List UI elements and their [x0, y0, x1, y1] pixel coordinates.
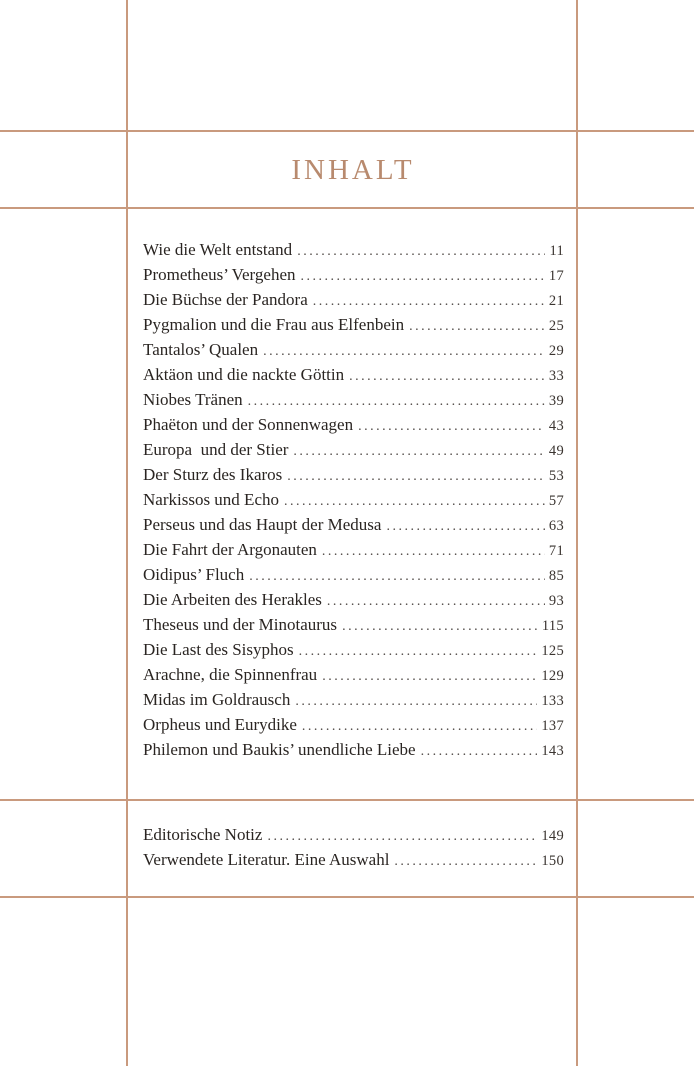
table-of-contents	[143, 237, 564, 762]
toc-entry-title: Der Sturz des Ikaros	[143, 465, 283, 484]
toc-entry-page: 125	[541, 643, 564, 659]
dot-leader	[284, 489, 545, 514]
dot-leader	[322, 539, 545, 564]
toc-entry-title: Pygmalion und die Frau aus Elfenbein	[143, 315, 405, 334]
frame-line-heading-bottom	[0, 207, 694, 209]
toc-entry-page: 49	[548, 443, 564, 459]
toc-entry-title: Perseus und das Haupt der Medusa	[143, 515, 382, 534]
toc-entry-page: 93	[548, 593, 564, 609]
toc-entry-title: Philemon und Baukis’ unendliche Liebe	[143, 740, 416, 759]
dot-leader	[263, 339, 545, 364]
toc-entry[interactable]	[143, 847, 564, 872]
toc-entry[interactable]	[143, 262, 564, 287]
appendix-contents	[143, 822, 564, 872]
toc-entry[interactable]	[143, 412, 564, 437]
toc-entry-page: 33	[548, 368, 564, 384]
dot-leader	[299, 639, 538, 664]
toc-entry[interactable]	[143, 637, 564, 662]
toc-entry-title: Die Arbeiten des Herakles	[143, 590, 322, 609]
toc-entry-title: Verwendete Literatur. Eine Auswahl	[143, 850, 390, 869]
toc-entry-page: 29	[548, 343, 564, 359]
toc-entry[interactable]	[143, 587, 564, 612]
toc-entry-page: 85	[548, 568, 564, 584]
toc-entry[interactable]	[143, 462, 564, 487]
toc-entry-title: Oidipus’ Fluch	[143, 565, 245, 584]
toc-entry-page: 57	[548, 493, 564, 509]
toc-entry-page: 17	[548, 268, 564, 284]
frame-line-bottom	[0, 896, 694, 898]
toc-entry-title: Narkissos und Echo	[143, 490, 279, 509]
toc-entry[interactable]	[143, 337, 564, 362]
toc-entry-page: 129	[541, 668, 564, 684]
toc-entry-title: Phaëton und der Sonnenwagen	[143, 415, 354, 434]
toc-entry-page: 25	[548, 318, 564, 334]
frame-line-top	[0, 130, 694, 132]
toc-entry[interactable]	[143, 537, 564, 562]
dot-leader	[295, 689, 537, 714]
toc-entry[interactable]	[143, 737, 564, 762]
toc-entry[interactable]	[143, 687, 564, 712]
dot-leader	[249, 564, 545, 589]
toc-entry[interactable]	[143, 437, 564, 462]
toc-entry-title: Wie die Welt entstand	[143, 240, 293, 259]
dot-leader	[313, 289, 545, 314]
toc-entry[interactable]	[143, 662, 564, 687]
dot-leader	[293, 439, 544, 464]
dot-leader	[287, 464, 545, 489]
dot-leader	[349, 364, 545, 389]
frame-line-contents-bottom	[0, 799, 694, 801]
toc-entry-page: 63	[548, 518, 564, 534]
toc-entry-page: 133	[541, 693, 564, 709]
toc-entry[interactable]	[143, 237, 564, 262]
dot-leader	[358, 414, 545, 439]
toc-entry-title: Europa und der Stier	[143, 440, 289, 459]
toc-entry[interactable]	[143, 362, 564, 387]
toc-entry-title: Editorische Notiz	[143, 825, 263, 844]
dot-leader	[409, 314, 545, 339]
toc-entry-title: Tantalos’ Qualen	[143, 340, 259, 359]
toc-entry-title: Die Last des Sisyphos	[143, 640, 294, 659]
toc-entry-title: Prometheus’ Vergehen	[143, 265, 296, 284]
dot-leader	[327, 589, 545, 614]
toc-entry-page: 137	[541, 718, 564, 734]
toc-entry-page: 115	[541, 618, 564, 634]
dot-leader	[421, 739, 538, 764]
toc-entry[interactable]	[143, 562, 564, 587]
toc-entry[interactable]	[143, 822, 564, 847]
toc-entry-page: 39	[548, 393, 564, 409]
toc-entry-title: Die Büchse der Pandora	[143, 290, 308, 309]
toc-entry-title: Midas im Goldrausch	[143, 690, 291, 709]
dot-leader	[267, 824, 537, 849]
dot-leader	[301, 264, 545, 289]
toc-entry-page: 53	[548, 468, 564, 484]
toc-entry-title: Aktäon und die nackte Göttin	[143, 365, 345, 384]
toc-entry-title: Arachne, die Spinnenfrau	[143, 665, 318, 684]
toc-entry-title: Orpheus und Eurydike	[143, 715, 297, 734]
toc-entry[interactable]	[143, 312, 564, 337]
toc-entry[interactable]	[143, 387, 564, 412]
toc-entry-title: Die Fahrt der Argonauten	[143, 540, 317, 559]
dot-leader	[302, 714, 537, 739]
toc-entry-title: Theseus und der Minotaurus	[143, 615, 338, 634]
dot-leader	[322, 664, 537, 689]
dot-leader	[297, 239, 545, 264]
toc-entry[interactable]	[143, 512, 564, 537]
dot-leader	[394, 849, 537, 874]
toc-entry-page: 143	[541, 743, 564, 759]
toc-entry-page: 21	[548, 293, 564, 309]
dot-leader	[248, 389, 545, 414]
toc-entry[interactable]	[143, 287, 564, 312]
toc-entry-page: 43	[548, 418, 564, 434]
toc-entry[interactable]	[143, 712, 564, 737]
dot-leader	[386, 514, 544, 539]
toc-entry-title: Niobes Tränen	[143, 390, 243, 409]
toc-entry[interactable]	[143, 612, 564, 637]
toc-entry[interactable]	[143, 487, 564, 512]
toc-entry-page: 149	[541, 828, 564, 844]
toc-entry-page: 150	[541, 853, 564, 869]
dot-leader	[342, 614, 538, 639]
toc-entry-page: 71	[548, 543, 564, 559]
toc-entry-page: 11	[549, 243, 564, 259]
page-title: INHALT	[291, 154, 415, 186]
